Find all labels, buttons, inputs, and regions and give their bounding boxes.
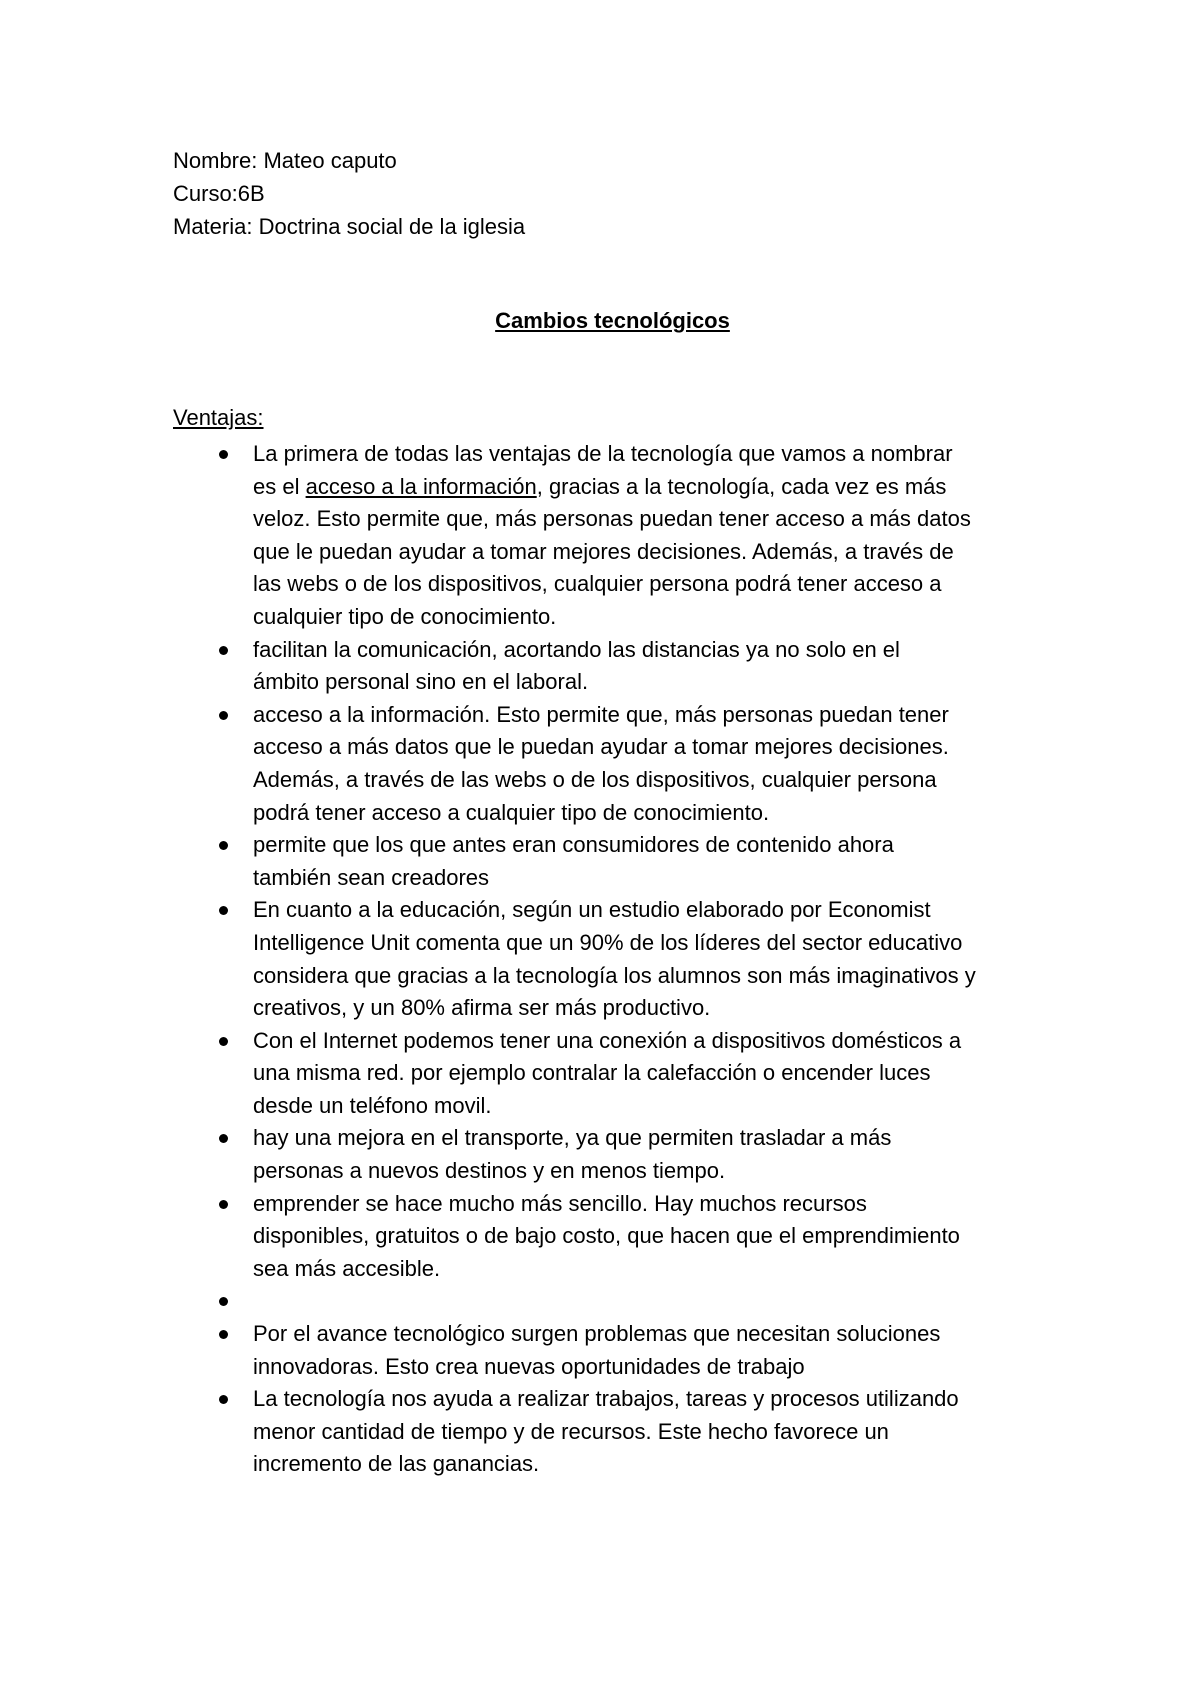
bullet-icon <box>219 1297 228 1306</box>
advantages-list <box>173 438 1053 1481</box>
list-item <box>173 634 1053 699</box>
list-item <box>173 894 1053 1024</box>
list-item-text: emprender se hace mucho más sencillo. Hay muchos recursos disponibles, gratuitos o de bajo costo, que hacen que el emprendimiento sea más accesible. <box>253 1190 960 1281</box>
list-item <box>173 438 1053 634</box>
list-item-text: acceso a la información. Esto permite que, más personas puedan tener acceso a más datos que le puedan ayudar a tomar mejores decisiones. Además, a través de las webs o de los dispositivos, cualquier persona podrá tener acceso a cualquier tipo de conocimiento. <box>253 701 949 825</box>
list-item-empty <box>173 1285 1053 1318</box>
subject: Materia: Doctrina social de la iglesia <box>173 214 526 239</box>
list-item <box>173 699 1053 829</box>
bullet-icon <box>219 1395 228 1404</box>
list-item <box>173 1318 1053 1383</box>
list-item <box>173 1188 1053 1286</box>
bullet-icon <box>219 1330 228 1339</box>
bullet-icon <box>219 1037 228 1046</box>
list-item-text: hay una mejora en el transporte, ya que permiten trasladar a más personas a nuevos destinos y en menos tiempo. <box>253 1125 892 1184</box>
list-item-text: En cuanto a la educación, según un estudio elaborado por Economist Intelligence Unit comenta que un 90% de los líderes del sector educativo considera que gracias a la tecnología los alumnos son más imaginativos y creativos, y un 80% afirma ser más productivo. <box>253 897 976 1021</box>
underlined-phrase: acceso a la información <box>305 473 537 499</box>
list-item-text: Con el Internet podemos tener una conexión a dispositivos domésticos a una misma red. por ejemplo contralar la calefacción o encender luces desde un teléfono movil. <box>253 1027 962 1118</box>
list-item-text: Por el avance tecnológico surgen problemas que necesitan soluciones innovadoras. Esto crea nuevas oportunidades de trabajo <box>253 1321 941 1379</box>
bullet-icon <box>219 1200 228 1209</box>
list-item-text: La tecnología nos ayuda a realizar trabajos, tareas y procesos utilizando menor cantidad de tiempo y de recursos. Este hecho favorece un incremento de las ganancias. <box>253 1386 959 1477</box>
list-item-text <box>253 438 1053 634</box>
list-item-text-part: La primera de todas las ventajas de la tecnología que vamos a nombrar es el <box>253 441 953 499</box>
list-item-text: permite que los que antes eran consumidores de contenido ahora también sean creadores <box>253 832 894 890</box>
list-item-text: facilitan la comunicación, acortando las distancias ya no solo en el ámbito personal sino en el laboral. <box>253 636 900 695</box>
bullet-icon <box>219 450 228 459</box>
list-item <box>173 1383 1053 1481</box>
section-label-ventajas: Ventajas: <box>173 405 264 430</box>
student-name: Nombre: Mateo caputo <box>173 148 397 173</box>
bullet-icon <box>219 1134 228 1143</box>
list-item-text-part: , gracias a la tecnología, cada vez es más veloz. Esto permite que, más personas puedan tener acceso a más datos que le puedan ayudar a tomar mejores decisiones. Además, a través de las webs o de los dispositivos, cualquier persona podrá tener acceso a cualquier tipo de conocimiento. <box>253 473 971 629</box>
list-item <box>173 829 1053 894</box>
bullet-icon <box>219 906 228 915</box>
list-item <box>173 1122 1053 1187</box>
bullet-icon <box>219 841 228 850</box>
course: Curso:6B <box>173 181 265 206</box>
list-item <box>173 1025 1053 1123</box>
student-header <box>173 144 525 243</box>
document-title: Cambios tecnológicos <box>495 308 730 333</box>
bullet-icon <box>219 646 228 655</box>
bullet-icon <box>219 711 228 720</box>
